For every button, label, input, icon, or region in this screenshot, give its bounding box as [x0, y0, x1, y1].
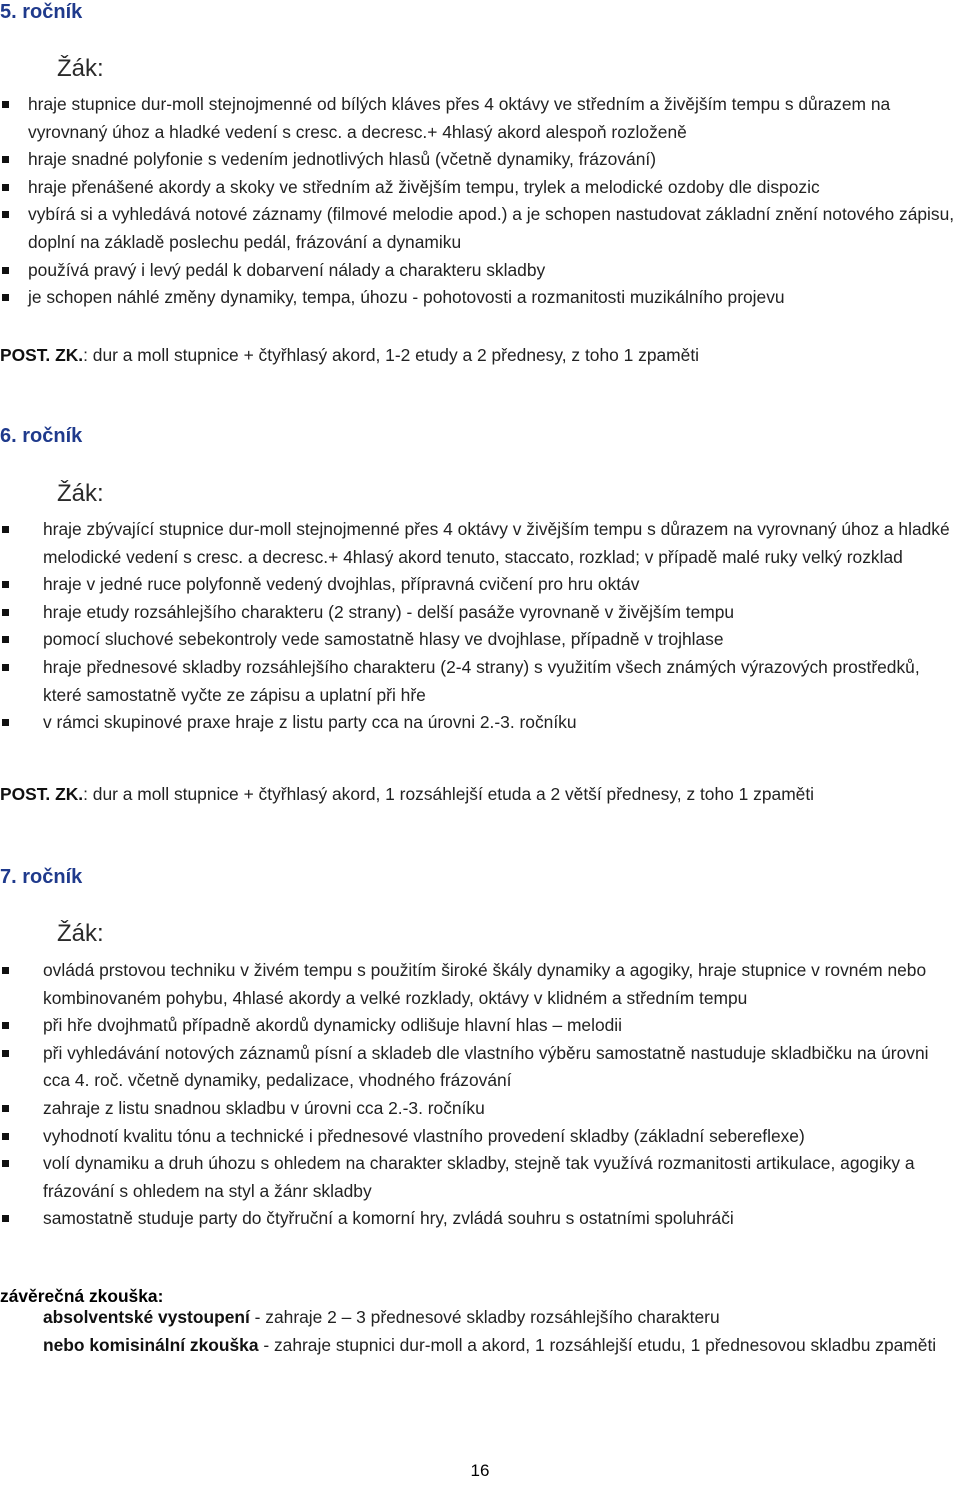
- list-item: vybírá si a vyhledává notové záznamy (filmové melodie apod.) a je schopen nastudovat základní znění notového zápisu, doplní na základě poslechu pedál, frázování a dynamiku: [28, 201, 960, 256]
- final-exam-option: [43, 1304, 953, 1332]
- option-text: - zahraje 2 – 3 přednesové skladby rozsáhlejšího charakteru: [249, 1307, 720, 1327]
- pupil-label: Žák:: [57, 55, 104, 82]
- list-item: hraje přenášené akordy a skoky ve středním až živějším tempu, trylek a melodické ozdoby dle dispozic: [28, 174, 960, 202]
- section-heading: 7. ročník: [0, 866, 83, 888]
- list-item: při vyhledávání notových záznamů písní a skladeb dle vlastního výběru samostatně nastuduje skladbičku na úrovni cca 4. roč. včetně dynamiky, pedalizace, vhodného frázování: [43, 1040, 960, 1095]
- exam-label: POST. ZK.: [0, 345, 84, 365]
- final-exam-option: [43, 1332, 953, 1360]
- list-item: hraje snadné polyfonie s vedením jednotlivých hlasů (včetně dynamiky, frázování): [28, 146, 960, 174]
- list-item: vyhodnotí kvalitu tónu a technické i přednesové vlastního provedení skladby (základní sebereflexe): [43, 1123, 960, 1151]
- list-item: pomocí sluchové sebekontroly vede samostatně hlasy ve dvojhlase, případně v trojhlase: [43, 626, 960, 654]
- list-item: volí dynamiku a druh úhozu s ohledem na charakter skladby, stejně tak využívá rozmanitosti artikulace, agogiky a frázování s ohledem na styl a žánr skladby: [43, 1150, 960, 1205]
- list-item: při hře dvojhmatů případně akordů dynamicky odlišuje hlavní hlas – melodii: [43, 1012, 960, 1040]
- list-item: hraje stupnice dur-moll stejnojmenné od bílých kláves přes 4 oktávy ve středním a živějším tempu s důrazem na vyrovnaný úhoz a hladké vedení s cresc. a decresc.+ 4hlasý akord alespoň rozloženě: [28, 91, 960, 146]
- option-label: absolventské vystoupení: [43, 1307, 250, 1327]
- exam-label: POST. ZK.: [0, 784, 84, 804]
- list-item: hraje etudy rozsáhlejšího charakteru (2 strany) - delší pasáže vyrovnaně v živějším tempu: [43, 599, 960, 627]
- list-item: ovládá prstovou techniku v živém tempu s použitím široké škály dynamiky a agogiky, hraje stupnice v rovném nebo kombinovaném pohybu, 4hlasé akordy a velké rozklady, oktávy v klidném a středním tempu: [43, 957, 960, 1012]
- list-item: hraje v jedné ruce polyfonně vedený dvojhlas, přípravná cvičení pro hru oktáv: [43, 571, 960, 599]
- exam-requirements: [0, 781, 814, 807]
- list-item: hraje zbývající stupnice dur-moll stejnojmenné přes 4 oktávy v živějším tempu s důrazem na vyrovnaný úhoz a hladké melodické vedení s cresc. a decresc.+ 4hlasý akord tenuto, staccato, rozklad; v případě malé ruky velký rozklad: [43, 516, 960, 571]
- list-item: hraje přednesové skladby rozsáhlejšího charakteru (2-4 strany) s využitím všech známých výrazových prostředků, které samostatně vyčte ze zápisu a uplatní při hře: [43, 654, 960, 709]
- exam-requirements: [0, 342, 699, 368]
- pupil-label: Žák:: [57, 920, 104, 947]
- page-number: 16: [470, 1461, 490, 1480]
- section-heading: 6. ročník: [0, 425, 83, 447]
- bullet-list: [28, 91, 960, 312]
- final-exam-title: závěrečná zkouška:: [0, 1286, 164, 1306]
- list-item: je schopen náhlé změny dynamiky, tempa, úhozu - pohotovosti a rozmanitosti muzikálního projevu: [28, 284, 960, 312]
- list-item: v rámci skupinové praxe hraje z listu party cca na úrovni 2.-3. ročníku: [43, 709, 960, 737]
- list-item: zahraje z listu snadnou skladbu v úrovni cca 2.-3. ročníku: [43, 1095, 960, 1123]
- section-heading: 5. ročník: [0, 1, 83, 23]
- bullet-list: [43, 516, 960, 737]
- list-item: samostatně studuje party do čtyřruční a komorní hry, zvládá souhru s ostatními spoluhráči: [43, 1205, 960, 1233]
- option-label: nebo komisinální zkouška: [43, 1335, 259, 1355]
- bullet-list: [43, 957, 960, 1233]
- option-text: - zahraje stupnici dur-moll a akord, 1 rozsáhlejší etudu, 1 přednesovou skladbu zpaměti: [258, 1335, 937, 1355]
- list-item: používá pravý i levý pedál k dobarvení nálady a charakteru skladby: [28, 257, 960, 285]
- exam-text: : dur a moll stupnice + čtyřhlasý akord, 1 rozsáhlejší etuda a 2 větší přednesy, z toho 1 zpaměti: [83, 784, 815, 804]
- pupil-label: Žák:: [57, 480, 104, 507]
- exam-text: : dur a moll stupnice + čtyřhlasý akord, 1-2 etudy a 2 přednesy, z toho 1 zpaměti: [83, 345, 700, 365]
